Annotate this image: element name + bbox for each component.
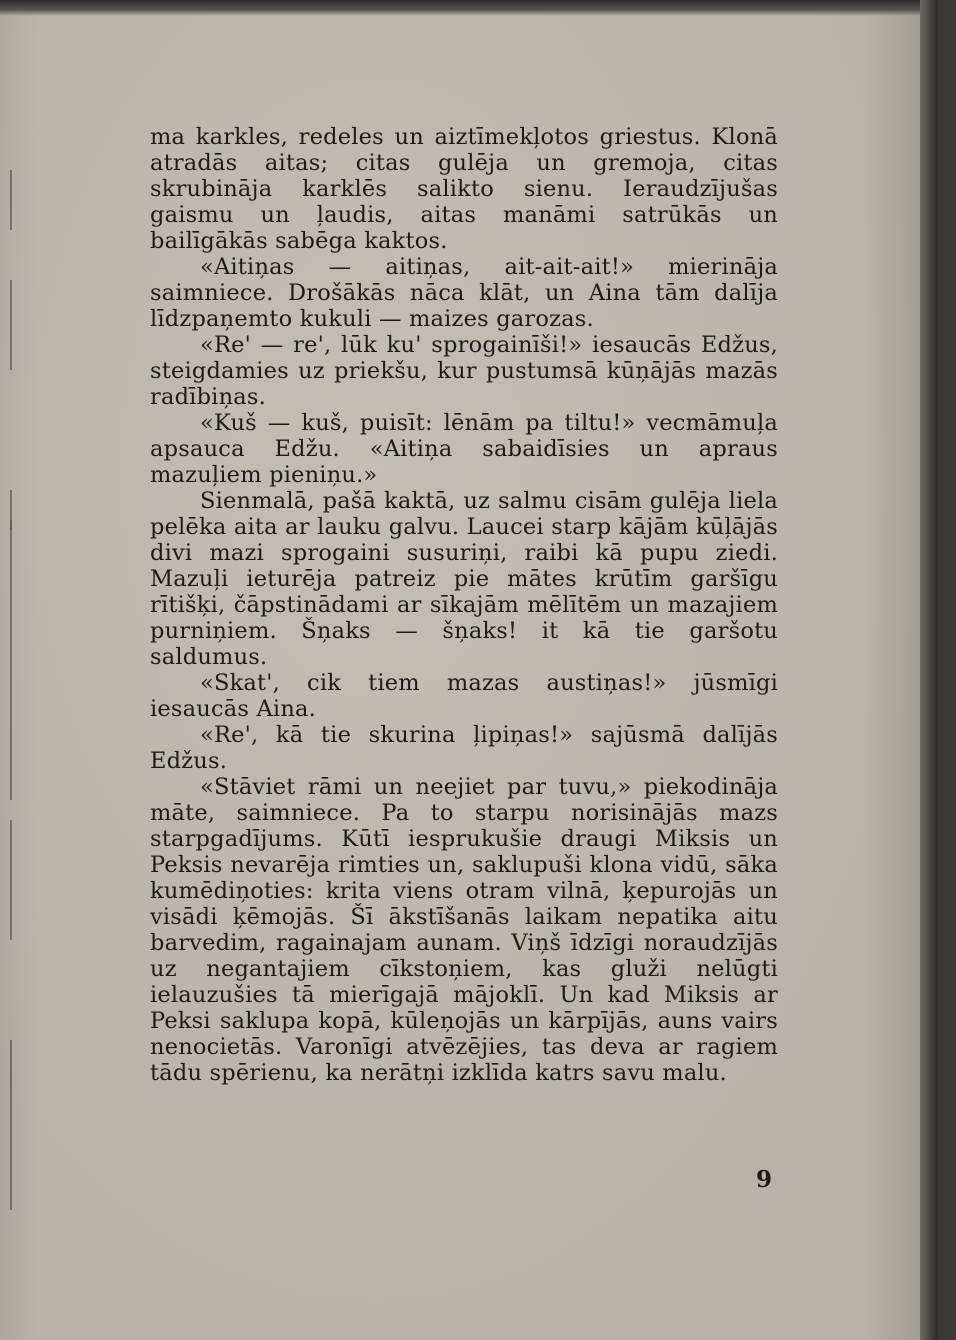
- paragraph: «Re' — re', lūk ku' sprogainīši!» iesaucās Edžus, steigdamies uz priekšu, kur pustumsā kūņājās mazās radībiņas.: [150, 332, 778, 410]
- page-right-edge: [920, 0, 938, 1340]
- paragraph: «Aitiņas — aitiņas, ait-ait-ait!» mierināja saimniece. Drošākās nāca klāt, un Aina tām dalīja līdzpaņemto kukuli — maizes garozas.: [150, 254, 778, 332]
- left-margin-marks: [6, 160, 20, 1220]
- paragraph: «Skat', cik tiem mazas austiņas!» jūsmīgi iesaucās Aina.: [150, 670, 778, 722]
- paragraph: ma karkles, redeles un aiztīmekļotos griestus. Klonā atradās aitas; citas gulēja un gremoja, citas skrubināja karklēs salikto sienu. Ieraudzījušas gaismu un ļaudis, aitas manāmi satrūkās un bailīgākās sabēga kaktos.: [150, 124, 778, 254]
- paragraph: Sienmalā, pašā kaktā, uz salmu cisām gulēja liela pelēka aita ar lauku galvu. Laucei starp kājām kūļājās divi mazi sprogaini susuriņi, raibi kā pupu ziedi. Mazuļi ieturēja patreiz pie mātes krūtīm garšīgu rītišķi, čāpstinādami ar sīkajām mēlītēm un mazajiem purniņiem. Šņaks — šņaks! it kā tie garšotu saldumus.: [150, 488, 778, 670]
- page-top-edge: [0, 0, 938, 16]
- body-text: [150, 124, 778, 1086]
- page-number: 9: [756, 1166, 773, 1193]
- paragraph: «Kuš — kuš, puisīt: lēnām pa tiltu!» vecmāmuļa apsauca Edžu. «Aitiņa sabaidīsies un apraus mazuļiem pieniņu.»: [150, 410, 778, 488]
- paragraph: «Re', kā tie skurina ļipiņas!» sajūsmā dalījās Edžus.: [150, 722, 778, 774]
- paragraph: «Stāviet rāmi un neejiet par tuvu,» piekodināja māte, saimniece. Pa to starpu norisinājās mazs starpgadījums. Kūtī iesprukušie draugi Miksis un Peksis nevarēja rimties un, saklupuši klona vidū, sāka kumēdiņoties: krita viens otram vilnā, ķepurojās un visādi ķēmojās. Šī ākstīšanās laikam nepatika aitu barvedim, ragainajam aunam. Viņš īdzīgi noraudzījās uz negantajiem cīkstoņiem, kas gluži nelūgti ielauzušies tā mierīgajā mājoklī. Un kad Miksis ar Peksi saklupa kopā, kūleņojās un kārpījās, auns vairs nenocietās. Varonīgi atvēzējies, tas deva ar ragiem tādu spērienu, ka nerātņi izklīda katrs savu malu.: [150, 774, 778, 1086]
